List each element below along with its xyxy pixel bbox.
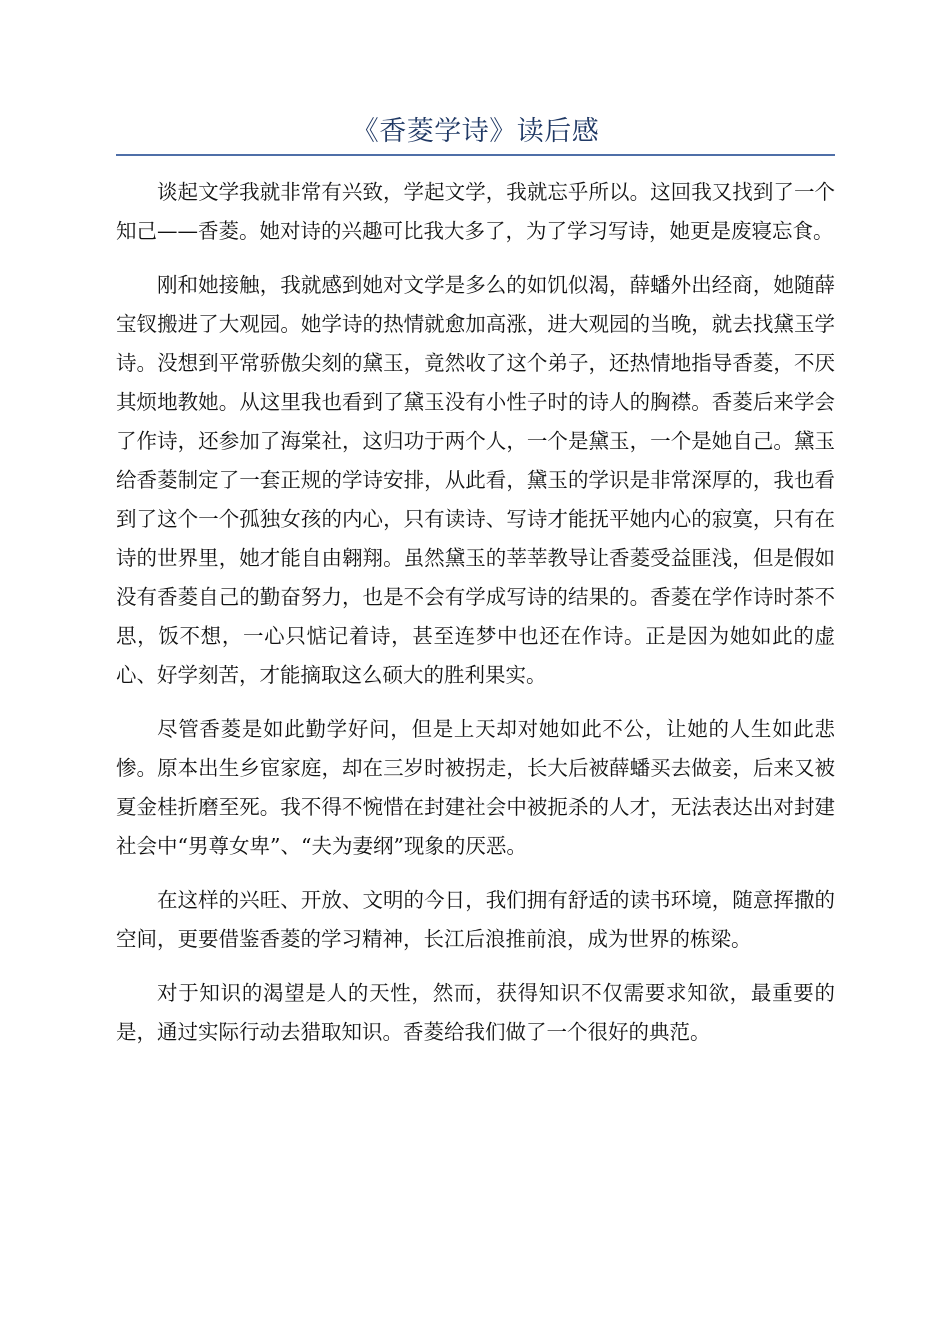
document-title: 《香菱学诗》读后感 xyxy=(351,116,600,147)
document-body xyxy=(116,173,835,1067)
paragraph-2: 刚和她接触，我就感到她对文学是多么的如饥似渴，薛蟠外出经商，她随薛宝钗搬进了大观园。她学诗的热情就愈加高涨，进大观园的当晚，就去找黛玉学诗。没想到平常骄傲尖刻的黛玉，竟然收了这个弟子，还热情地指导香菱，不厌其烦地教她。从这里我也看到了黛玉没有小性子时的诗人的胸襟。香菱后来学会了作诗，还参加了海棠社，这归功于两个人，一个是黛玉，一个是她自己。黛玉给香菱制定了一套正规的学诗安排，从此看，黛玉的学识是非常深厚的，我也看到了这个一个孤独女孩的内心，只有读诗、写诗才能抚平她内心的寂寞，只有在诗的世界里，她才能自由翱翔。虽然黛玉的莘莘教导让香菱受益匪浅，但是假如没有香菱自己的勤奋努力，也是不会有学成写诗的结果的。香菱在学作诗时茶不思，饭不想，一心只惦记着诗，甚至连梦中也还在作诗。正是因为她如此的虚心、好学刻苦，才能摘取这么硕大的胜利果实。 xyxy=(116,273,835,687)
paragraph-1: 谈起文学我就非常有兴致，学起文学，我就忘乎所以。这回我又找到了一个知己——香菱。她对诗的兴趣可比我大多了，为了学习写诗，她更是废寝忘食。 xyxy=(116,180,835,243)
paragraph-5: 对于知识的渴望是人的天性，然而，获得知识不仅需要求知欲，最重要的是，通过实际行动去猎取知识。香菱给我们做了一个很好的典范。 xyxy=(116,981,835,1044)
title-underline xyxy=(116,154,835,156)
paragraph-3: 尽管香菱是如此勤学好问，但是上天却对她如此不公，让她的人生如此悲惨。原本出生乡宦家庭，却在三岁时被拐走，长大后被薛蟠买去做妾，后来又被夏金桂折磨至死。我不得不惋惜在封建社会中被扼杀的人才，无法表达出对封建社会中“男尊女卑”、“夫为妻纲”现象的厌恶。 xyxy=(116,717,835,858)
paragraph-4: 在这样的兴旺、开放、文明的今日，我们拥有舒适的读书环境，随意挥撒的空间，更要借鉴香菱的学习精神，长江后浪推前浪，成为世界的栋梁。 xyxy=(116,888,835,951)
